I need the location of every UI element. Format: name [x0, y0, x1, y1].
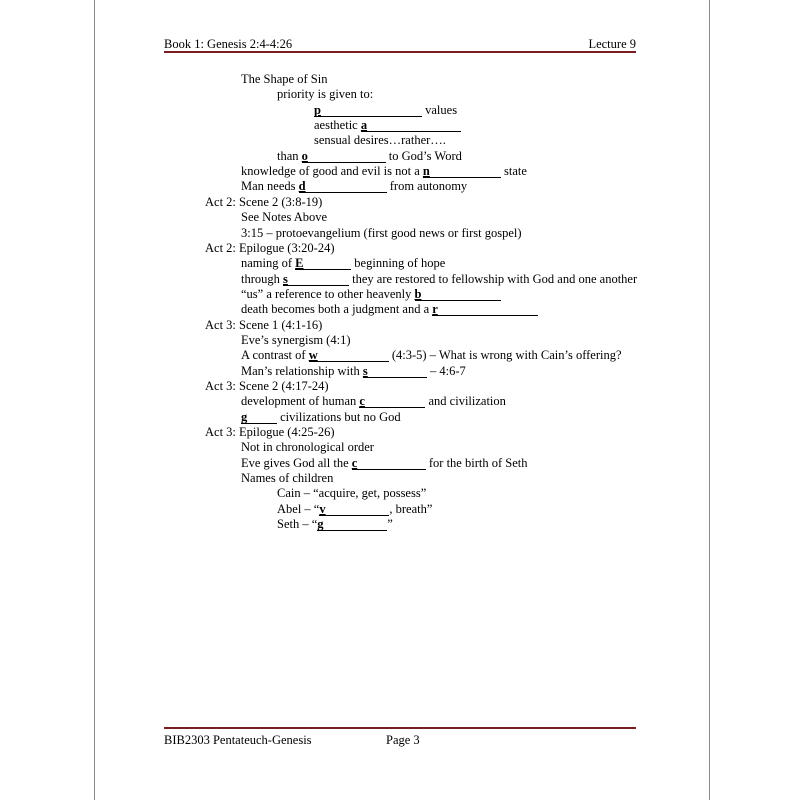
header-lecture: Lecture 9 — [588, 37, 636, 51]
outline-text: development of human — [241, 394, 360, 409]
outline-text: civilizations but no God — [277, 409, 401, 424]
outline-line — [241, 440, 374, 455]
fill-in-blank: g — [241, 411, 277, 424]
footer-rule — [164, 727, 636, 729]
outline-text: than — [277, 148, 302, 163]
outline-line — [241, 179, 467, 194]
outline-text: and civilization — [425, 394, 506, 409]
fill-in-blank: g — [317, 518, 387, 531]
outline-line — [241, 226, 522, 241]
outline-text: naming of — [241, 256, 296, 271]
fill-in-blank: E — [295, 257, 351, 270]
outline-text: Cain – “acquire, get, possess” — [277, 486, 427, 501]
outline-text: , breath” — [389, 501, 433, 516]
outline-text: Act 3: Scene 1 (4:1-16) — [205, 317, 323, 332]
outline-text: Names of children — [241, 471, 334, 486]
outline-text: – 4:6-7 — [426, 363, 466, 378]
outline-line — [277, 87, 373, 102]
outline-text: Man needs — [241, 179, 299, 194]
footer-page-number: Page 3 — [386, 733, 420, 747]
outline-line — [241, 456, 527, 471]
outline-line — [241, 302, 538, 317]
fill-in-blank: b — [415, 288, 501, 301]
outline-line — [241, 333, 350, 348]
outline-text: Abel – “ — [277, 501, 320, 516]
outline-text: priority is given to: — [277, 87, 374, 102]
outline-line — [241, 256, 445, 271]
outline-line — [241, 272, 637, 287]
fill-in-blank: o — [302, 150, 386, 163]
outline-line — [205, 318, 322, 333]
outline-text: to God’s Word — [385, 148, 462, 163]
outline-line — [241, 348, 622, 363]
outline-line — [277, 486, 426, 501]
outline-line — [205, 241, 335, 256]
outline-line — [314, 118, 461, 133]
outline-text: Act 3: Epilogue (4:25-26) — [205, 425, 335, 440]
outline-text: Not in chronological order — [241, 440, 374, 455]
fill-in-blank: s — [363, 365, 427, 378]
outline-text: Seth – “ — [277, 517, 318, 532]
outline-line — [314, 133, 446, 148]
fill-in-blank: w — [309, 349, 389, 362]
fill-in-blank: c — [352, 457, 426, 470]
outline-text: See Notes Above — [241, 210, 328, 225]
outline-text: they are restored to fellowship with God and one another — [349, 271, 638, 286]
outline-text: A contrast of — [241, 348, 309, 363]
outline-line — [277, 517, 393, 532]
outline-text: state — [500, 164, 527, 179]
fill-in-blank: c — [359, 395, 425, 408]
outline-text: Act 3: Scene 2 (4:17-24) — [205, 379, 329, 393]
outline-line — [241, 471, 333, 486]
header-rule — [164, 51, 636, 53]
outline-text: Act 2: Scene 2 (3:8-19) — [205, 194, 323, 209]
fill-in-blank: r — [432, 303, 538, 316]
outline-text: Eve’s synergism (4:1) — [241, 332, 351, 347]
outline-text: values — [422, 102, 458, 117]
outline-text: for the birth of Seth — [425, 455, 528, 470]
outline-line — [241, 164, 527, 179]
outline-text: knowledge of good and evil is not a — [241, 164, 423, 179]
outline-text: death becomes both a judgment and a — [241, 302, 433, 317]
fill-in-blank: s — [283, 273, 349, 286]
outline-text: beginning of hope — [351, 256, 446, 271]
fill-in-blank: d — [299, 180, 387, 193]
outline-text: through — [241, 271, 284, 286]
outline-line — [241, 364, 466, 379]
footer-course: BIB2303 Pentateuch-Genesis — [164, 733, 312, 747]
outline-line — [205, 379, 329, 394]
fill-in-blank: n — [423, 165, 501, 178]
outline-text: (4:3-5) – What is wrong with Cain’s offering? — [388, 348, 622, 363]
outline-text: aesthetic — [314, 118, 361, 132]
outline-text: from autonomy — [386, 179, 468, 194]
outline-line — [241, 72, 327, 87]
outline-text: “us” a reference to other heavenly — [241, 286, 415, 301]
fill-in-blank: v — [319, 503, 389, 516]
outline-line — [314, 103, 457, 118]
outline-line — [205, 425, 335, 440]
header-title: Book 1: Genesis 2:4-4:26 — [164, 37, 293, 51]
outline-text: The Shape of Sin — [241, 72, 328, 86]
outline-text: Man’s relationship with — [241, 363, 363, 378]
outline-line — [277, 149, 462, 164]
outline-line — [241, 410, 401, 425]
outline-line — [241, 287, 501, 302]
outline-text: ” — [387, 517, 393, 532]
outline-text: sensual desires…rather…. — [314, 133, 446, 148]
fill-in-blank: p — [314, 104, 422, 117]
outline-line — [241, 210, 327, 225]
outline-text: Eve gives God all the — [241, 455, 352, 470]
fill-in-blank: a — [361, 119, 461, 132]
outline-line — [277, 502, 432, 517]
outline-line — [241, 394, 506, 409]
outline-text: Act 2: Epilogue (3:20-24) — [205, 240, 335, 255]
outline-line — [205, 195, 322, 210]
outline-text: 3:15 – protoevangelium (first good news or first gospel) — [241, 225, 522, 240]
